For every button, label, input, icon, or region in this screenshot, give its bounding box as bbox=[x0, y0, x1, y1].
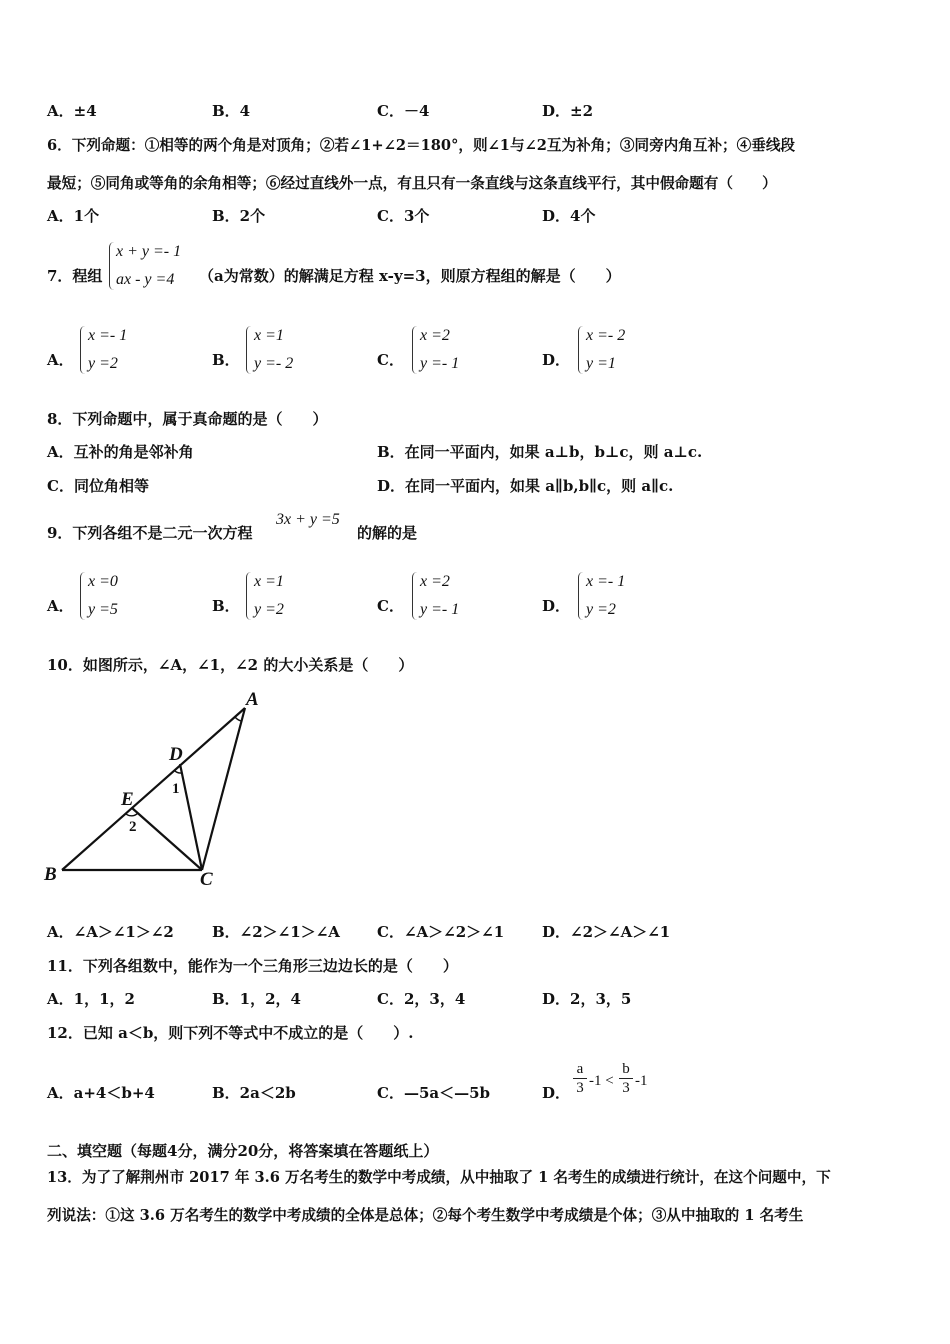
q8-option-a: A．互补的角是邻补角 bbox=[47, 443, 194, 461]
q12-option-d-middle: -1 < bbox=[589, 1073, 614, 1089]
q11-option-a: A．1，1，2 bbox=[47, 990, 135, 1008]
label-angle-2: 2 bbox=[129, 819, 137, 835]
q7-prefix: 7．程组 bbox=[47, 267, 103, 285]
q13-stem-line1: 13．为了了解荆州市 2017 年 3.6 万名考生的数学中考成绩，从中抽取了 1 名考生的成绩进行统计，在这个问题中，下 bbox=[47, 1169, 831, 1186]
q12-option-c: C．—5a＜—5b bbox=[377, 1084, 491, 1102]
q9-option-b-brace bbox=[246, 572, 254, 620]
fraction-b-denominator: 3 bbox=[622, 1080, 630, 1096]
q9-equation: 3x + y =5 bbox=[276, 511, 340, 528]
q11-option-c: C．2，3，4 bbox=[377, 990, 466, 1008]
q9-option-b-y: y =2 bbox=[254, 601, 284, 618]
q5-option-a: A．±4 bbox=[47, 102, 97, 120]
label-c: C bbox=[200, 869, 213, 890]
q7-option-a-label: A． bbox=[47, 351, 74, 369]
q7-equation-2: ax - y =4 bbox=[116, 271, 175, 288]
q6-option-a: A．1个 bbox=[47, 207, 100, 225]
q12-option-d-fraction-a bbox=[573, 1061, 587, 1096]
q8-option-c: C．同位角相等 bbox=[47, 477, 149, 495]
q5-option-b: B．4 bbox=[212, 102, 251, 120]
label-a: A bbox=[246, 689, 259, 710]
q9-option-c-y: y =- 1 bbox=[420, 601, 460, 618]
q6-stem-line2: 最短；⑤同角或等角的余角相等；⑥经过直线外一点，有且只有一条直线与这条直线平行，其中假命题有（ ） bbox=[47, 175, 777, 192]
q11-option-b: B．1，2，4 bbox=[212, 990, 301, 1008]
q9-option-c-brace bbox=[412, 572, 420, 620]
fraction-a-denominator: 3 bbox=[576, 1080, 584, 1096]
label-e: E bbox=[121, 789, 134, 810]
label-d: D bbox=[169, 744, 183, 765]
q8-stem: 8．下列命题中，属于真命题的是（ ） bbox=[47, 410, 328, 428]
q10-option-c: C．∠A＞∠2＞∠1 bbox=[377, 923, 505, 941]
q7-suffix: （a为常数）的解满足方程 x-y=3，则原方程组的解是（ ） bbox=[199, 267, 621, 285]
q9-option-d-brace bbox=[578, 572, 586, 620]
q10-option-d: D．∠2＞∠A＞∠1 bbox=[542, 923, 671, 941]
q9-option-a-x: x =0 bbox=[88, 573, 118, 590]
q11-option-d: D．2，3，5 bbox=[542, 990, 632, 1008]
q6-option-b: B．2个 bbox=[212, 207, 266, 225]
q9-prefix: 9．下列各组不是二元一次方程 bbox=[47, 524, 253, 542]
q7-option-d-label: D． bbox=[542, 351, 571, 369]
q5-option-d: D．±2 bbox=[542, 102, 594, 120]
q7-option-a-brace bbox=[80, 326, 88, 374]
q9-option-a-brace bbox=[80, 572, 88, 620]
q7-option-a-y: y =2 bbox=[88, 355, 118, 372]
q7-option-b-x: x =1 bbox=[254, 327, 284, 344]
q9-option-c-x: x =2 bbox=[420, 573, 450, 590]
q7-option-b-label: B． bbox=[212, 351, 240, 369]
q9-option-d-x: x =- 1 bbox=[586, 573, 626, 590]
q11-stem: 11．下列各组数中，能作为一个三角形三边边长的是（ ） bbox=[47, 957, 458, 975]
q12-option-d-label: D． bbox=[542, 1084, 571, 1102]
q9-option-b-label: B． bbox=[212, 597, 240, 615]
q9-option-d-y: y =2 bbox=[586, 601, 616, 618]
q6-option-d: D．4个 bbox=[542, 207, 596, 225]
q12-option-b: B．2a＜2b bbox=[212, 1084, 296, 1102]
fraction-a-numerator: a bbox=[576, 1061, 584, 1077]
q9-option-a-y: y =5 bbox=[88, 601, 118, 618]
q8-option-d: D．在同一平面内，如果 a∥b,b∥c，则 a∥c. bbox=[377, 477, 674, 495]
q7-option-c-brace bbox=[412, 326, 420, 374]
segment-ac bbox=[202, 708, 245, 870]
q6-option-c: C．3个 bbox=[377, 207, 430, 225]
q12-option-a: A．a+4＜b+4 bbox=[47, 1084, 155, 1102]
q10-option-b: B．∠2＞∠1＞∠A bbox=[212, 923, 340, 941]
q9-option-d-label: D． bbox=[542, 597, 571, 615]
angle-a-arc bbox=[235, 717, 241, 721]
q7-option-b-brace bbox=[246, 326, 254, 374]
q10-stem: 10．如图所示，∠A，∠1，∠2 的大小关系是（ ） bbox=[47, 656, 414, 674]
q9-option-c-label: C． bbox=[377, 597, 404, 615]
segment-ba bbox=[62, 708, 245, 870]
q7-option-d-brace bbox=[578, 326, 586, 374]
q12-option-d-fraction-b bbox=[619, 1061, 633, 1096]
q9-suffix: 的解的是 bbox=[357, 524, 418, 542]
q9-option-a-label: A． bbox=[47, 597, 74, 615]
q8-option-b: B．在同一平面内，如果 a⊥b，b⊥c，则 a⊥c. bbox=[377, 443, 703, 461]
q12-stem: 12．已知 a＜b，则下列不等式中不成立的是（ ）. bbox=[47, 1024, 414, 1042]
section-2-title: 二、填空题（每题4分，满分20分，将答案填在答题纸上） bbox=[47, 1142, 439, 1160]
label-angle-1: 1 bbox=[172, 781, 180, 797]
q7-option-c-y: y =- 1 bbox=[420, 355, 460, 372]
q13-stem-line2: 列说法：①这 3.6 万名考生的数学中考成绩的全体是总体；②每个考生数学中考成绩是个体；③从中抽取的 1 名考生 bbox=[47, 1207, 804, 1224]
q5-option-c: C．－4 bbox=[377, 102, 430, 120]
q7-equation-1: x + y =- 1 bbox=[116, 243, 182, 260]
fraction-b-numerator: b bbox=[622, 1061, 630, 1077]
q7-option-d-x: x =- 2 bbox=[586, 327, 626, 344]
q7-option-a-x: x =- 1 bbox=[88, 327, 128, 344]
angle-2-arc bbox=[126, 813, 138, 816]
q7-option-c-label: C． bbox=[377, 351, 404, 369]
q9-option-b-x: x =1 bbox=[254, 573, 284, 590]
q12-option-d-end: -1 bbox=[635, 1073, 648, 1089]
q10-option-a: A．∠A＞∠1＞∠2 bbox=[47, 923, 174, 941]
q7-option-b-y: y =- 2 bbox=[254, 355, 294, 372]
label-b: B bbox=[44, 864, 57, 885]
q7-option-d-y: y =1 bbox=[586, 355, 616, 372]
q6-stem-line1: 6．下列命题：①相等的两个角是对顶角；②若∠1+∠2＝180°，则∠1与∠2互为补角；③同旁内角互补；④垂线段 bbox=[47, 137, 796, 154]
q7-option-c-x: x =2 bbox=[420, 327, 450, 344]
q10-triangle-figure bbox=[40, 683, 280, 895]
